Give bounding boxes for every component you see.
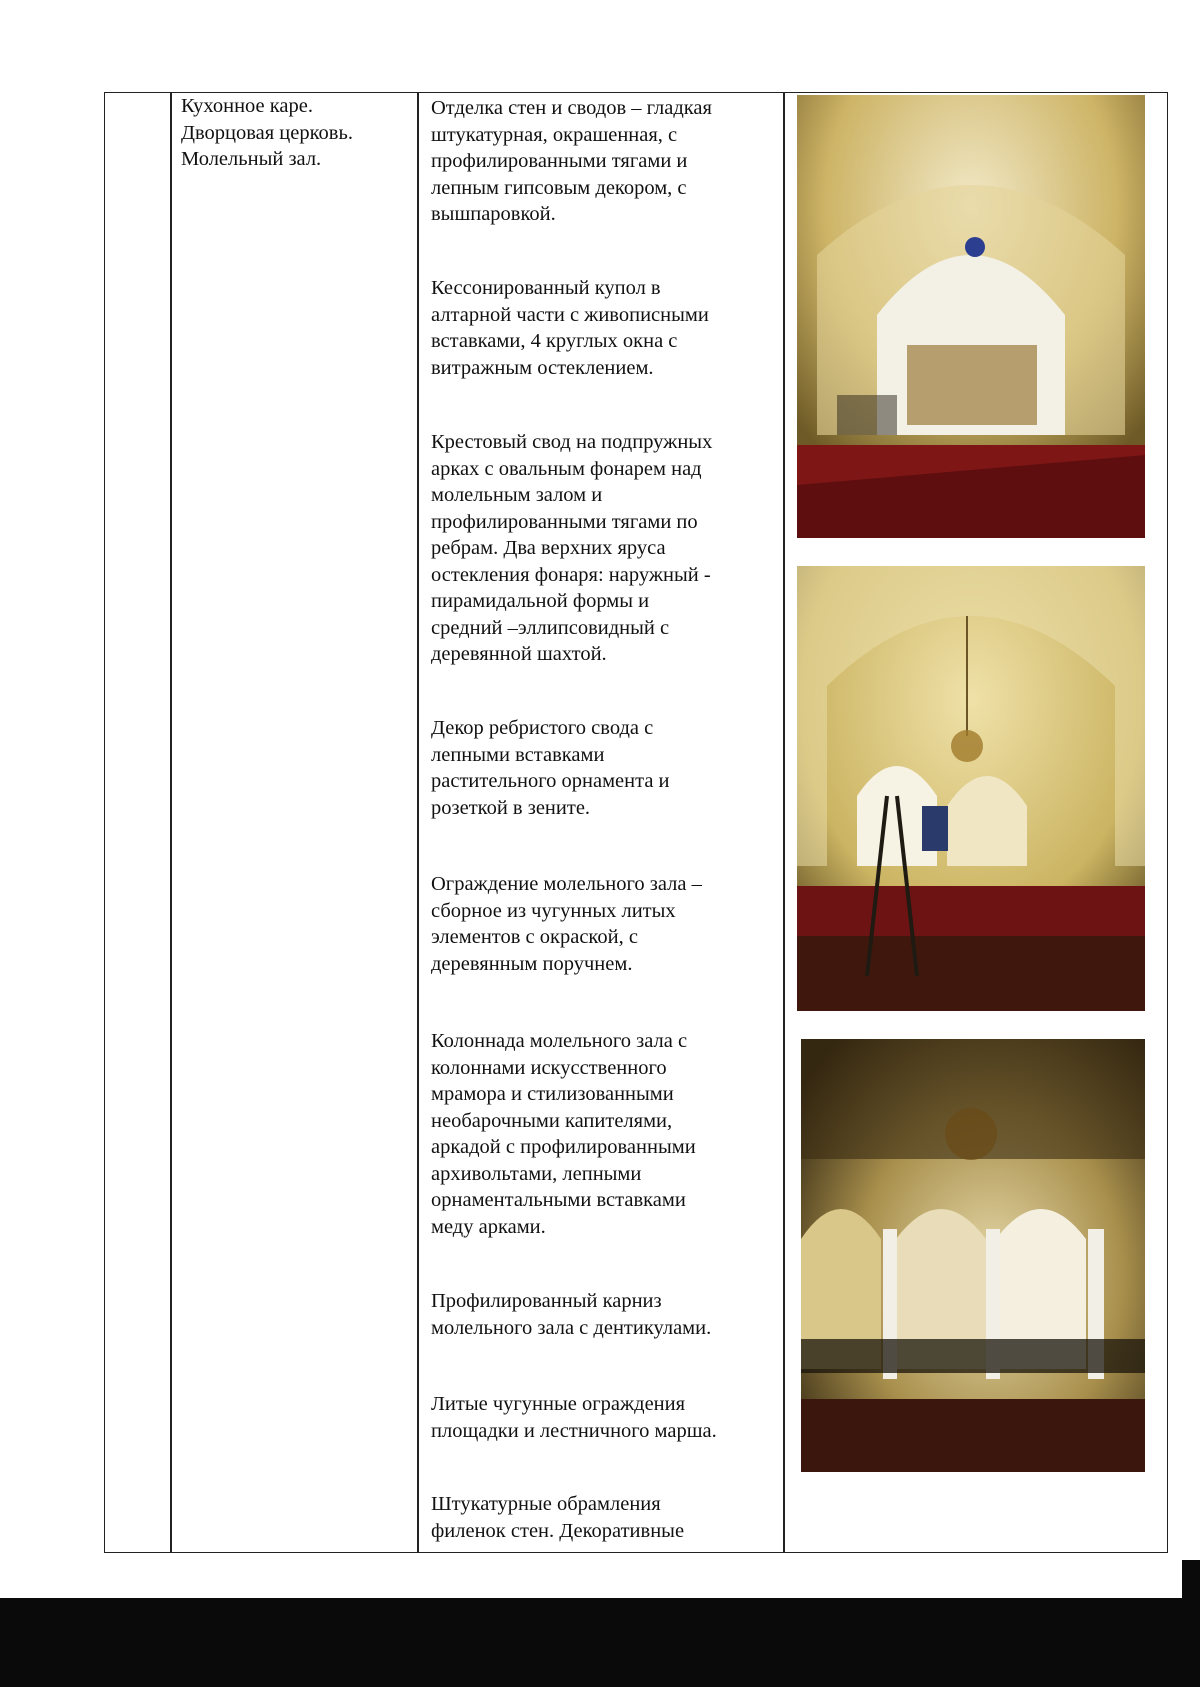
- colonnade-photo: [801, 1039, 1145, 1472]
- description-line: деревянной шахтой.: [431, 643, 607, 665]
- column-divider: [417, 93, 419, 1552]
- description-line: площадки и лестничного марша.: [431, 1419, 717, 1442]
- description-line: аркадой с профилированными: [431, 1136, 696, 1158]
- description-line: пирамидальной формы и: [431, 590, 650, 612]
- description-table: [104, 92, 1168, 1553]
- description-paragraph: [431, 1391, 717, 1444]
- description-paragraph: [431, 95, 712, 228]
- description-line: деревянным поручнем.: [431, 952, 633, 975]
- description-line: архивольтами, лепными: [431, 1162, 642, 1185]
- description-line: лепными вставками: [431, 743, 605, 766]
- description-line: меду арками.: [431, 1215, 546, 1238]
- scan-corner-shadow: [1182, 1560, 1200, 1598]
- description-line: колоннами искусственного: [431, 1056, 667, 1079]
- description-line: вышпаровкой.: [431, 203, 556, 225]
- description-paragraph: [431, 275, 709, 381]
- description-paragraph: [431, 1028, 696, 1240]
- description-line: Штукатурные обрамления: [431, 1493, 661, 1515]
- description-line: растительного орнамента и: [431, 770, 670, 792]
- description-line: филенок стен. Декоративные: [431, 1519, 685, 1542]
- description-line: Колоннада молельного зала с: [431, 1030, 688, 1052]
- description-line: лепным гипсовым декором, с: [431, 176, 687, 199]
- location-line: Дворцовая церковь.: [181, 121, 353, 144]
- vaulted-hall-photo: [797, 566, 1145, 1011]
- scan-bottom-border: [0, 1598, 1200, 1687]
- location-cell: [173, 93, 353, 173]
- description-line: молельного зала с дентикулами.: [431, 1316, 712, 1339]
- description-line: витражным остеклением.: [431, 356, 654, 379]
- description-line: ребрам. Два верхних яруса: [431, 537, 666, 559]
- location-line: Кухонное каре.: [181, 95, 313, 117]
- description-line: розеткой в зените.: [431, 796, 591, 819]
- column-divider: [783, 93, 785, 1552]
- description-paragraph: [431, 429, 712, 668]
- description-line: мрамора и стилизованными: [431, 1083, 674, 1105]
- description-line: Крестовый свод на подпружных: [431, 431, 713, 453]
- description-line: Профилированный карниз: [431, 1290, 662, 1312]
- description-line: Ограждение молельного зала –: [431, 873, 702, 895]
- description-line: элементов с окраской, с: [431, 926, 638, 948]
- description-paragraph: [431, 871, 702, 977]
- description-line: Декор ребристого свода с: [431, 717, 654, 739]
- description-line: сборное из чугунных литых: [431, 899, 676, 922]
- description-line: Кессонированный купол в: [431, 277, 661, 299]
- description-line: профилированными тягами по: [431, 510, 698, 533]
- description-line: профилированными тягами и: [431, 150, 688, 172]
- description-line: средний –эллипсовидный с: [431, 616, 670, 639]
- description-line: молельным залом и: [431, 484, 603, 506]
- description-line: алтарной части с живописными: [431, 303, 709, 326]
- description-paragraph: [431, 1491, 684, 1544]
- column-divider: [170, 93, 172, 1552]
- description-line: Литые чугунные ограждения: [431, 1393, 686, 1415]
- description-cell: [420, 93, 782, 1552]
- description-paragraph: [431, 1288, 711, 1341]
- description-line: Отделка стен и сводов – гладкая: [431, 97, 712, 119]
- church-altar-photo: [797, 95, 1145, 538]
- description-line: штукатурная, окрашенная, с: [431, 123, 678, 146]
- description-line: орнаментальными вставками: [431, 1189, 686, 1211]
- location-line: Молельный зал.: [181, 148, 322, 170]
- description-line: арках с овальным фонарем над: [431, 457, 702, 480]
- description-line: остекления фонаря: наружный -: [431, 563, 711, 586]
- description-line: необарочными капителями,: [431, 1109, 673, 1132]
- description-paragraph: [431, 715, 670, 821]
- description-line: вставками, 4 круглых окна с: [431, 330, 678, 352]
